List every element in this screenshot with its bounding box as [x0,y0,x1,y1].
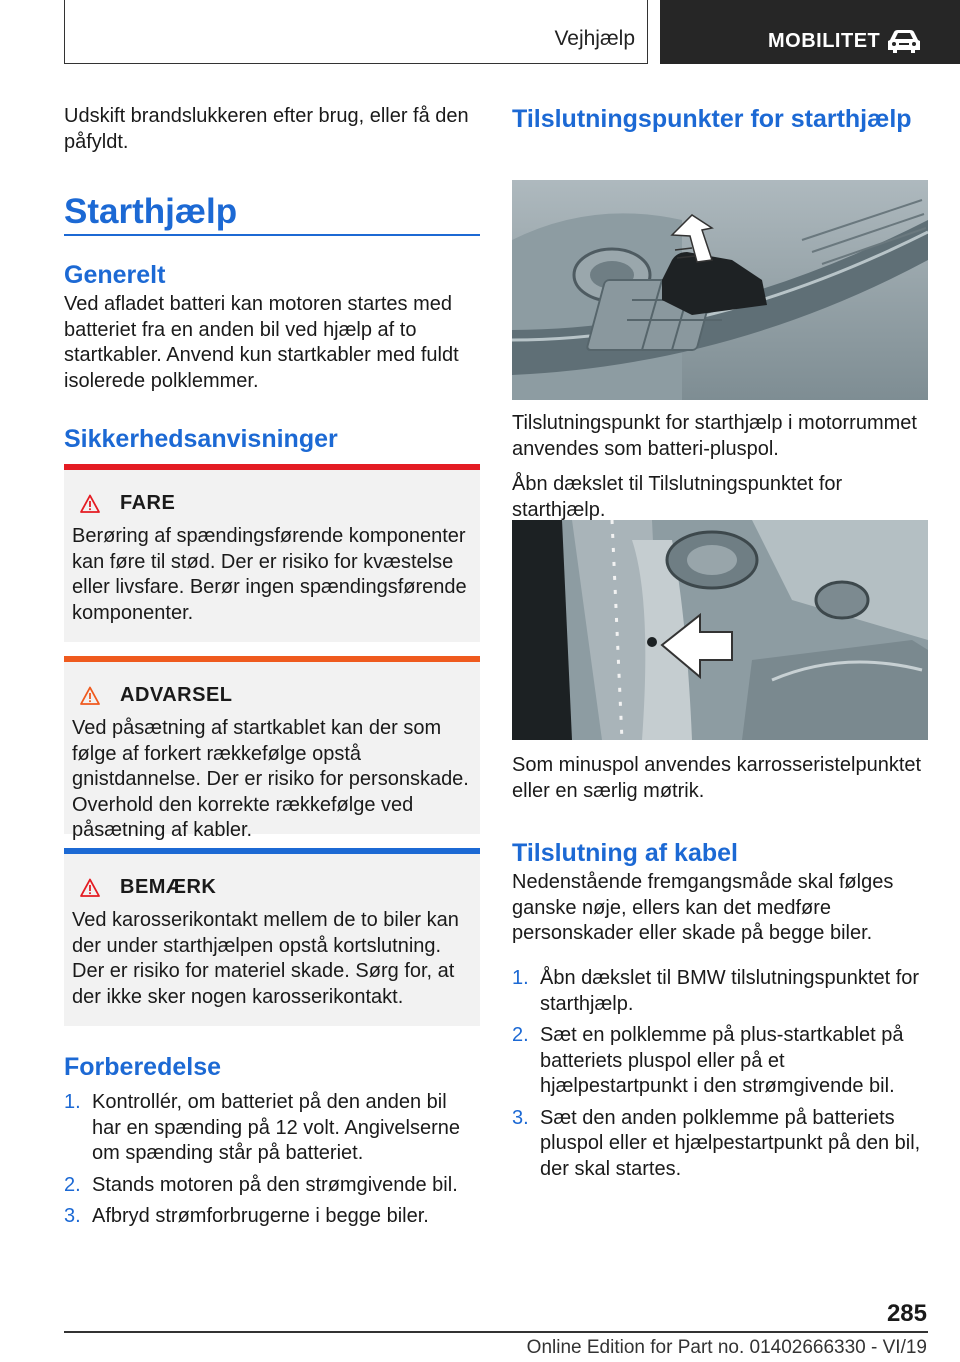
footer-rule [64,1331,928,1333]
intro-text: Udskift brandslukkeren efter brug, eller få den påfyldt. [64,105,469,153]
list-item [512,1023,928,1100]
list-text: Sæt den anden polklemme på batteriets pluspol eller et hjælpestartpunkt på den bil, der skal startes. [540,1106,921,1180]
chapter-title: MOBILITET [768,30,881,52]
warning-icon [80,686,100,706]
list-item [64,1173,480,1199]
warning-bar [64,656,480,662]
danger-box [64,464,480,642]
page-title: Starthjælp [64,192,238,231]
list-item [512,1106,928,1183]
header-section-box [64,0,648,64]
list-number: 2. [64,1173,81,1196]
tp-heading: Tilslutningspunkter for starthjælp [512,105,912,133]
list-number: 2. [512,1024,529,1046]
caption-1: Tilslutningspunkt for starthjælp i motorrummet anvendes som batteri-pluspol. [512,412,917,460]
list-text: Afbryd strømforbrugerne i begge biler. [92,1205,429,1227]
list-number: 1. [64,1091,81,1113]
list-item [512,966,928,1017]
danger-title: FARE [120,492,176,514]
warning-icon [80,878,100,898]
notice-box [64,848,480,1026]
prep-list [64,1090,480,1230]
car-icon [884,26,924,56]
warning-box [64,656,480,841]
engine-bay-photo-1 [512,180,928,400]
cable-list [512,966,928,1182]
cable-heading: Tilslutning af kabel [512,839,738,867]
list-item [64,1204,480,1230]
notice-title: BEMÆRK [120,876,217,898]
cable-intro: Nedenstående fremgangsmåde skal følges ganske nøje, ellers kan det medføre personskader eller skade på begge biler. [512,871,894,944]
list-text: Kontrollér, om batteriet på den anden bil har en spænding på 12 volt. Angivelserne om spænding står på batteriet. [92,1091,461,1164]
prep-heading: Forberedelse [64,1053,222,1081]
edition-text: Online Edition for Part no. 01402666330 - VI/19 [526,1337,927,1358]
title-rule [64,234,480,236]
warning-title: ADVARSEL [120,684,233,706]
notice-text: Ved karosserikontakt mellem de to biler kan der under starthjælpen opstå kortslutning. Der er risiko for materiel skade. Sørg for, at der ikke sker nogen karosserikontakt. [72,909,459,1008]
page-number: 285 [886,1300,927,1327]
list-number: 1. [512,967,529,989]
generelt-heading: Generelt [64,261,166,289]
safety-heading: Sikkerhedsanvisninger [64,425,338,453]
list-item [64,1090,480,1167]
list-number: 3. [512,1106,529,1129]
engine-bay-photo-2 [512,520,928,740]
list-number: 3. [64,1205,81,1227]
list-text: Stands motoren på den strømgivende bil. [92,1173,458,1196]
warning-text: Ved påsætning af startkablet kan der som følge af forkert rækkefølge opstå gnistdannelse. Der er risiko for personskade. Overhold den korrekte rækkefølge ved påsætning af kabler. [72,717,469,841]
caption-3: Som minuspol anvendes karrosseristelpunktet eller en særlig møtrik. [512,754,922,802]
danger-text: Berøring af spændingsførende komponenter kan føre til stød. Der er risiko for kvæstelse eller livsfare. Berør ingen spændingsførende komponenter. [72,525,467,624]
list-text: Åbn dækslet til BMW tilslutningspunktet for starthjælp. [540,967,920,1015]
list-text: Sæt en polklemme på plus-startkablet på batteriets pluspol eller på et hjælpestartpunkt i den strømgivende bil. [540,1024,904,1097]
section-title: Vejhjælp [554,27,635,50]
caption-2: Åbn dækslet til Tilslutningspunktet for starthjælp. [512,473,843,521]
chapter-tab [660,0,960,64]
danger-bar [64,464,480,470]
generelt-text: Ved afladet batteri kan motoren startes med batteriet fra en anden bil ved hjælp af to startkabler. Anvend kun startkabler med fuldt isolerede polklemmer. [64,293,459,392]
notice-bar [64,848,480,854]
warning-icon [80,494,100,514]
